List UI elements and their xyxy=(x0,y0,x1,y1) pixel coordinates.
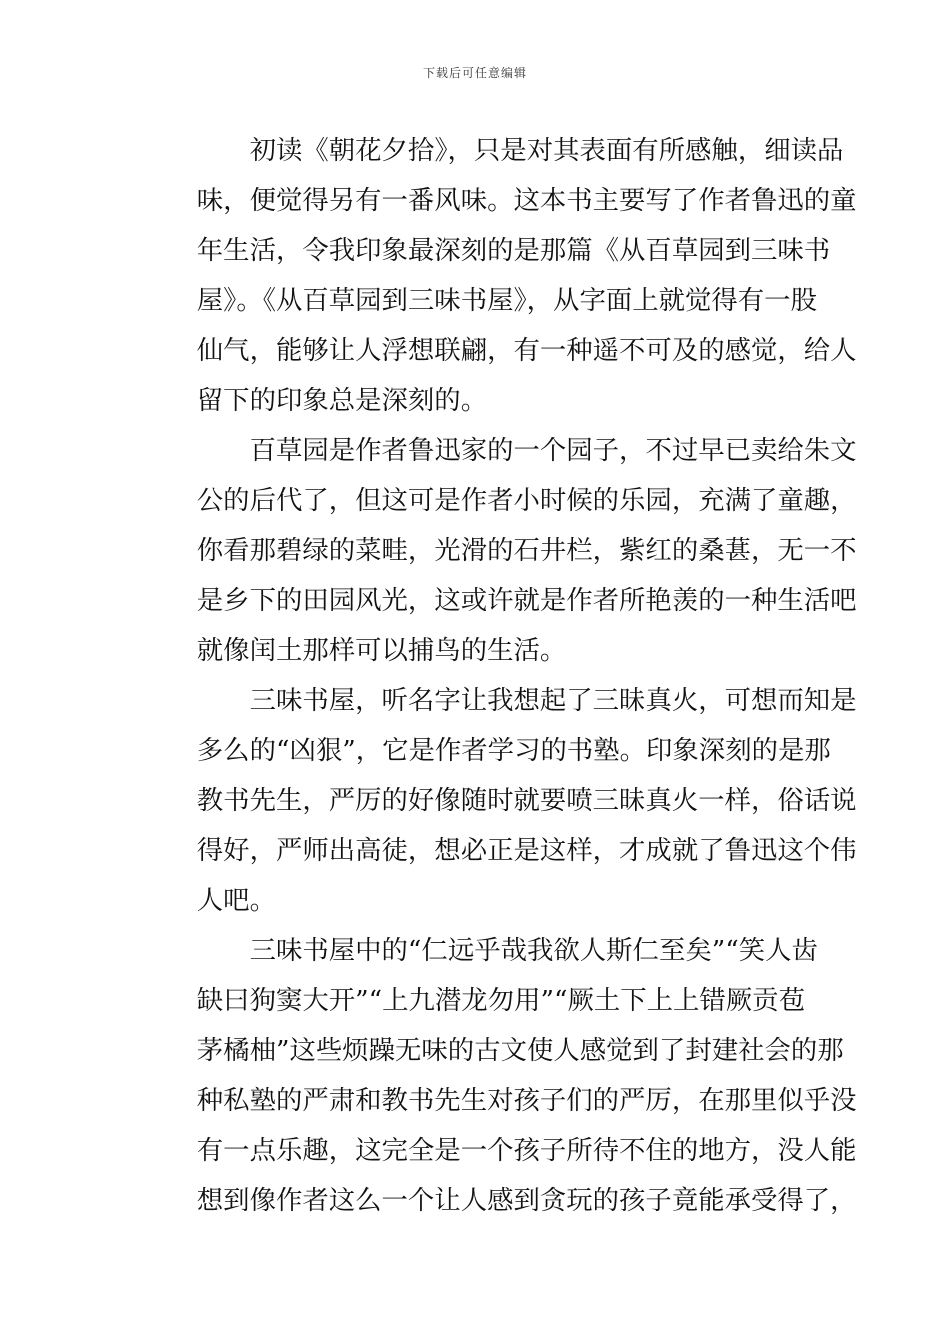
text-line: 人吧。 xyxy=(196,885,276,916)
text-line: 你看那碧绿的菜畦，光滑的石井栏，紫红的桑葚，无一不 xyxy=(196,535,857,566)
text-line: 初读《朝花夕拾》，只是对其表面有所感触，细读品 xyxy=(249,135,844,166)
text-line: 公的后代了，但这可是作者小时候的乐园，充满了童趣， xyxy=(196,485,857,516)
text-line: 种私塾的严肃和教书先生对孩子们的严厉，在那里似乎没 xyxy=(196,1085,857,1116)
text-line: 三味书屋中的“仁远乎哉我欲人斯仁至矣”“笑人齿 xyxy=(249,935,818,966)
text-line: 有一点乐趣，这完全是一个孩子所待不住的地方，没人能 xyxy=(196,1135,857,1166)
paragraph-4 xyxy=(144,926,857,1226)
paragraph-2 xyxy=(144,426,857,676)
text-line: 味，便觉得另有一番风味。这本书主要写了作者鲁迅的童 xyxy=(196,185,857,216)
text-line: 想到像作者这么一个让人感到贪玩的孩子竟能承受得了， xyxy=(196,1185,857,1216)
paragraph-3 xyxy=(144,676,857,926)
paragraph-1 xyxy=(144,126,857,426)
text-line: 教书先生，严厉的好像随时就要喷三昧真火一样，俗话说 xyxy=(196,785,857,816)
text-line: 是乡下的田园风光，这或许就是作者所艳羡的一种生活吧 xyxy=(196,585,857,616)
text-line: 多么的“凶狠”，它是作者学习的书塾。印象深刻的是那 xyxy=(196,735,831,766)
text-line: 留下的印象总是深刻的。 xyxy=(196,385,488,416)
text-line: 三味书屋，听名字让我想起了三昧真火，可想而知是 xyxy=(249,685,857,716)
text-line: 缺曰狗窦大开”“上九潜龙勿用”“厥土下上上错厥贡苞 xyxy=(196,985,805,1016)
text-line: 就像闰土那样可以捕鸟的生活。 xyxy=(196,635,567,666)
text-line: 年生活，令我印象最深刻的是那篇《从百草园到三味书 xyxy=(196,235,831,266)
text-line: 百草园是作者鲁迅家的一个园子，不过早已卖给朱文 xyxy=(249,435,857,466)
text-line: 屋》。《从百草园到三味书屋》，从字面上就觉得有一股 xyxy=(196,285,817,316)
text-line: 得好，严师出高徒，想必正是这样，才成就了鲁迅这个伟 xyxy=(196,835,857,866)
text-line: 茅橘柚”这些烦躁无味的古文使人感觉到了封建社会的那 xyxy=(196,1035,844,1066)
essay-body xyxy=(144,126,857,1226)
header-note: 下载后可任意编辑 xyxy=(422,66,527,80)
text-line: 仙气，能够让人浮想联翩，有一种遥不可及的感觉，给人 xyxy=(196,335,857,366)
